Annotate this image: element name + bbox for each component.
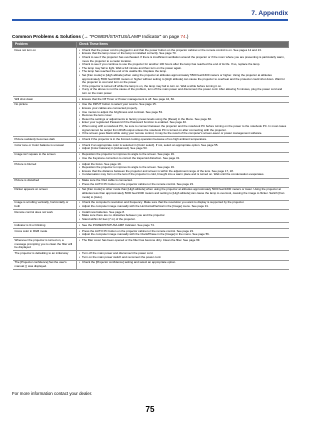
- table-row: [13, 48, 289, 97]
- check-item: • If the screen goes blank while using your remote control, it may be the result of the computer's screen-saver or power management software.: [79, 132, 287, 136]
- problem-cell: Whenever the projector is turned on, a message prompting you to clean the filter will be displayed: [13, 238, 77, 251]
- check-items-list: [79, 188, 287, 199]
- problem-cell: Flicker appears on screen: [13, 187, 77, 200]
- check-items-list: [79, 261, 287, 265]
- check-item: • Set [Fan mode] to [High altitude] when using the projector at altitudes approximately 5500 feet/1600 meters or higher. Using the projector at altitudes approximately 5500 feet/1600 meters or higher without setting to [High altitude] can cause the projector to overheat and the protector could shut down. Wait for the projector to cool and turn on the power.: [79, 74, 287, 85]
- check-item: • Check to see if you continue to use the projector for another 100 hours after the lamp has reached the end of its life. If so, replace the lamp.: [79, 63, 287, 67]
- problem-cell: Indicator is lit or blinking: [13, 223, 77, 229]
- check-items-list: [79, 153, 287, 160]
- check-items-cell: [77, 48, 289, 97]
- check-item: • The lamp has reached the end of its usable life. Replace the lamp.: [79, 70, 287, 74]
- check-item: • Adjust the focus. See page 19.: [79, 163, 287, 167]
- check-item: • When using with a notebook PC, be sure to connect between the projector and the notebook PC before turning on the power to the notebook PC. In most cases signal cannot be output from RGB output unless the notebook PC is turned on after connecting with the projector.: [79, 125, 287, 132]
- page-number: 75: [145, 405, 155, 414]
- table-row: [13, 178, 289, 187]
- check-items-list: [79, 179, 287, 186]
- problem-cell: No picture: [13, 102, 77, 137]
- problem-cell: Color tone or Color balance is unusual: [13, 143, 77, 152]
- section-reference: (→ “POWER/STATUS/LAMP Indicator” on page 74.): [82, 34, 189, 39]
- check-item: • Press the AUTO PC button on the projector cabinet or the remote control. See page 23.: [79, 230, 287, 234]
- table-row: [13, 187, 289, 200]
- check-item: • See the POWER/STATUS/LAMP Indicator. See page 74.: [79, 224, 287, 228]
- check-item: • Set [Fan mode] to other mode than [High altitude] when using the projector at altitudes approximately 5000 feet/1600 meters or lower. Using the projector at altitudes less than approximately 5000 feet/1600 meters and setting to [High altitude] can cause the lamp to overcool, causing the image to flicker. Switch [Fan mode] to [Auto].: [79, 188, 287, 199]
- section-title: [12, 34, 188, 39]
- problem-cell: Picture suddenly becomes dark: [13, 137, 77, 143]
- header-divider: [12, 19, 288, 21]
- table-row: [13, 238, 289, 251]
- check-item: • Reposition the projector to improve its angle to the screen. See page 19.: [79, 166, 287, 170]
- check-items-list: [79, 49, 287, 96]
- check-item: • Check the [Projector confidence] setting and select an appropriate option.: [79, 261, 287, 265]
- check-items-list: [79, 98, 287, 102]
- check-item: • The lamp may fail to light. Wait a full minute and then turn on the power again.: [79, 67, 287, 71]
- check-item: • Turn on the main power switch and reconnect the power cord.: [79, 256, 287, 260]
- check-items-cell: [77, 251, 289, 260]
- table-row: [13, 143, 289, 152]
- check-item: • Ensure your cables are connected properly.: [79, 107, 287, 111]
- check-item: • Enter your registered Password if the Password function is enabled. See page 40.: [79, 121, 287, 125]
- check-item: • Make sure there are no obstacles between you and the projector.: [79, 214, 287, 218]
- check-items-list: [79, 201, 287, 208]
- check-item: • The filter cover has been opened or the filter has become dirty. Clean the filter. See page 69.: [79, 239, 287, 243]
- check-item: • Turn off the main power and disconnect the power cord.: [79, 252, 287, 256]
- problem-cell: The projector is defaulting to an initial way: [13, 251, 77, 260]
- check-items-cell: [77, 260, 289, 269]
- check-item: • Check if an appropriate color is selected in [Color select]. If not, select an appropriate option. See page 55.: [79, 144, 287, 148]
- problem-cell: Will shut down: [13, 97, 77, 103]
- check-items-list: [79, 103, 287, 135]
- check-items-list: [79, 138, 287, 142]
- check-item: • If the projector is turned off while the lamp is on, the lamp may fail to turn on. Wait a while before turning it on.: [79, 85, 287, 89]
- check-item: • Reposition the projector to improve its angle to the screen. See page 19.: [79, 153, 287, 157]
- problem-cell: The [Projector confidence] Set the user's manual [ ] was displayed.: [13, 260, 77, 269]
- table-row: [13, 102, 289, 137]
- problem-cell: Does not turn on: [13, 48, 77, 97]
- check-item: • Check the computer's resolution and frequency. Make sure that the resolution you want to display is supported by the projector.: [79, 201, 287, 205]
- check-item: • Use the INPUT button to select your source. See page 15.: [79, 103, 287, 107]
- check-item: • Check that the power cord is plugged in and that the power button on the projector cabinet or the remote control is on. See pages 12 and 13.: [79, 49, 287, 53]
- footnote: For more information contact your dealer.: [12, 391, 93, 396]
- check-items-cell: [77, 152, 289, 161]
- check-item: • Ensure that the distance between the projector and screen is within the adjustment range of the lens. See page 17, 18.: [79, 170, 287, 174]
- check-items-cell: [77, 187, 289, 200]
- check-items-list: [79, 211, 287, 222]
- check-items-list: [79, 230, 287, 237]
- troubleshooting-table: [12, 41, 289, 270]
- chapter-title: 7. Appendix: [251, 10, 288, 17]
- check-item: • Ensure that the lamp cover or the lamp is installed correctly. See page 70.: [79, 52, 287, 56]
- check-items-cell: [77, 102, 289, 137]
- check-items-list: [79, 224, 287, 228]
- column-header-problem: Problem: [13, 42, 77, 48]
- column-header-check: Check These Items: [77, 42, 289, 48]
- check-item: • Ensure that the Off Timer or Power management is off. See page 44, 60.: [79, 98, 287, 102]
- problem-cell: Cross color in RGB mode: [13, 228, 77, 237]
- check-item: • Use menus to adjust the brightness and contrast. See page 53.: [79, 111, 287, 115]
- check-item: • Check if the projector is in the Forced cooling operation because of too high ambient temperature.: [79, 138, 287, 142]
- table-row: [13, 200, 289, 209]
- check-items-cell: [77, 178, 289, 187]
- check-items-list: [79, 252, 287, 259]
- check-items-list: [79, 163, 287, 177]
- check-item: • Check to see if the projector has overheated. If there is insufficient ventilation around the projector or if the room where you are presenting is particularly warm, move the projector to a cooler location.: [79, 56, 287, 63]
- problem-cell: Picture is disturbed: [13, 178, 77, 187]
- section-heading: Common Problems & Solutions: [12, 34, 81, 39]
- check-item: • Adjust [Color balance] in [Advanced]. See page 53.: [79, 147, 287, 151]
- check-items-list: [79, 144, 287, 151]
- table-row: [13, 152, 289, 161]
- check-item: • Install new batteries. See page 8.: [79, 211, 287, 215]
- check-items-cell: [77, 161, 289, 178]
- check-items-cell: [77, 238, 289, 251]
- check-item: • Reset the settings or adjustments to factory preset levels using the [Reset] in the Menu. See page 66.: [79, 118, 287, 122]
- page-header: [0, 0, 300, 26]
- check-item: • Use the Keystone correction to correct the trapezoid distortion. See page 31.: [79, 157, 287, 161]
- problem-cell: Picture is blurred: [13, 161, 77, 178]
- check-item: • Make sure the VGA cable is connected.: [79, 179, 287, 183]
- check-item: • Adjust the computer image manually with the Clock/Phase in the [Image] in the menu. See page 56.: [79, 233, 287, 237]
- check-items-cell: [77, 228, 289, 237]
- check-items-cell: [77, 210, 289, 223]
- check-items-cell: [77, 200, 289, 209]
- check-item: • Remove the lens cover.: [79, 114, 287, 118]
- check-items-cell: [77, 143, 289, 152]
- check-item: • If any of the above is not the cause of the problem, turn off the main power and disconnect the power cord. After allowing 5 minutes, plug the power cord and turn on the main power.: [79, 88, 287, 95]
- check-item: • Condensation may form on the lens if the projector is cold, brought into a warm place and is turned on. Wait until the condensation evaporates.: [79, 173, 287, 177]
- check-items-list: [79, 239, 287, 243]
- table-row: [13, 228, 289, 237]
- page-link[interactable]: 74: [180, 34, 186, 39]
- table-row: [13, 251, 289, 260]
- table-row: [13, 260, 289, 269]
- check-item: • Adjust the computer image manually with the Horizontal/Vertical in the [Image] menu. See page 31.: [79, 205, 287, 209]
- table-row: [13, 210, 289, 223]
- problem-cell: Image is scrolling vertically, horizontally or both: [13, 200, 77, 209]
- problem-cell: Remote control does not work: [13, 210, 77, 223]
- check-item: • Stand within 22 feet (7 m) of the projector.: [79, 218, 287, 222]
- check-item: • Press the AUTO PC button on the projector cabinet or the remote control. See page 23.: [79, 183, 287, 187]
- table-row: [13, 161, 289, 178]
- problem-cell: Image isn't square to the screen: [13, 152, 77, 161]
- table-body: [13, 48, 289, 270]
